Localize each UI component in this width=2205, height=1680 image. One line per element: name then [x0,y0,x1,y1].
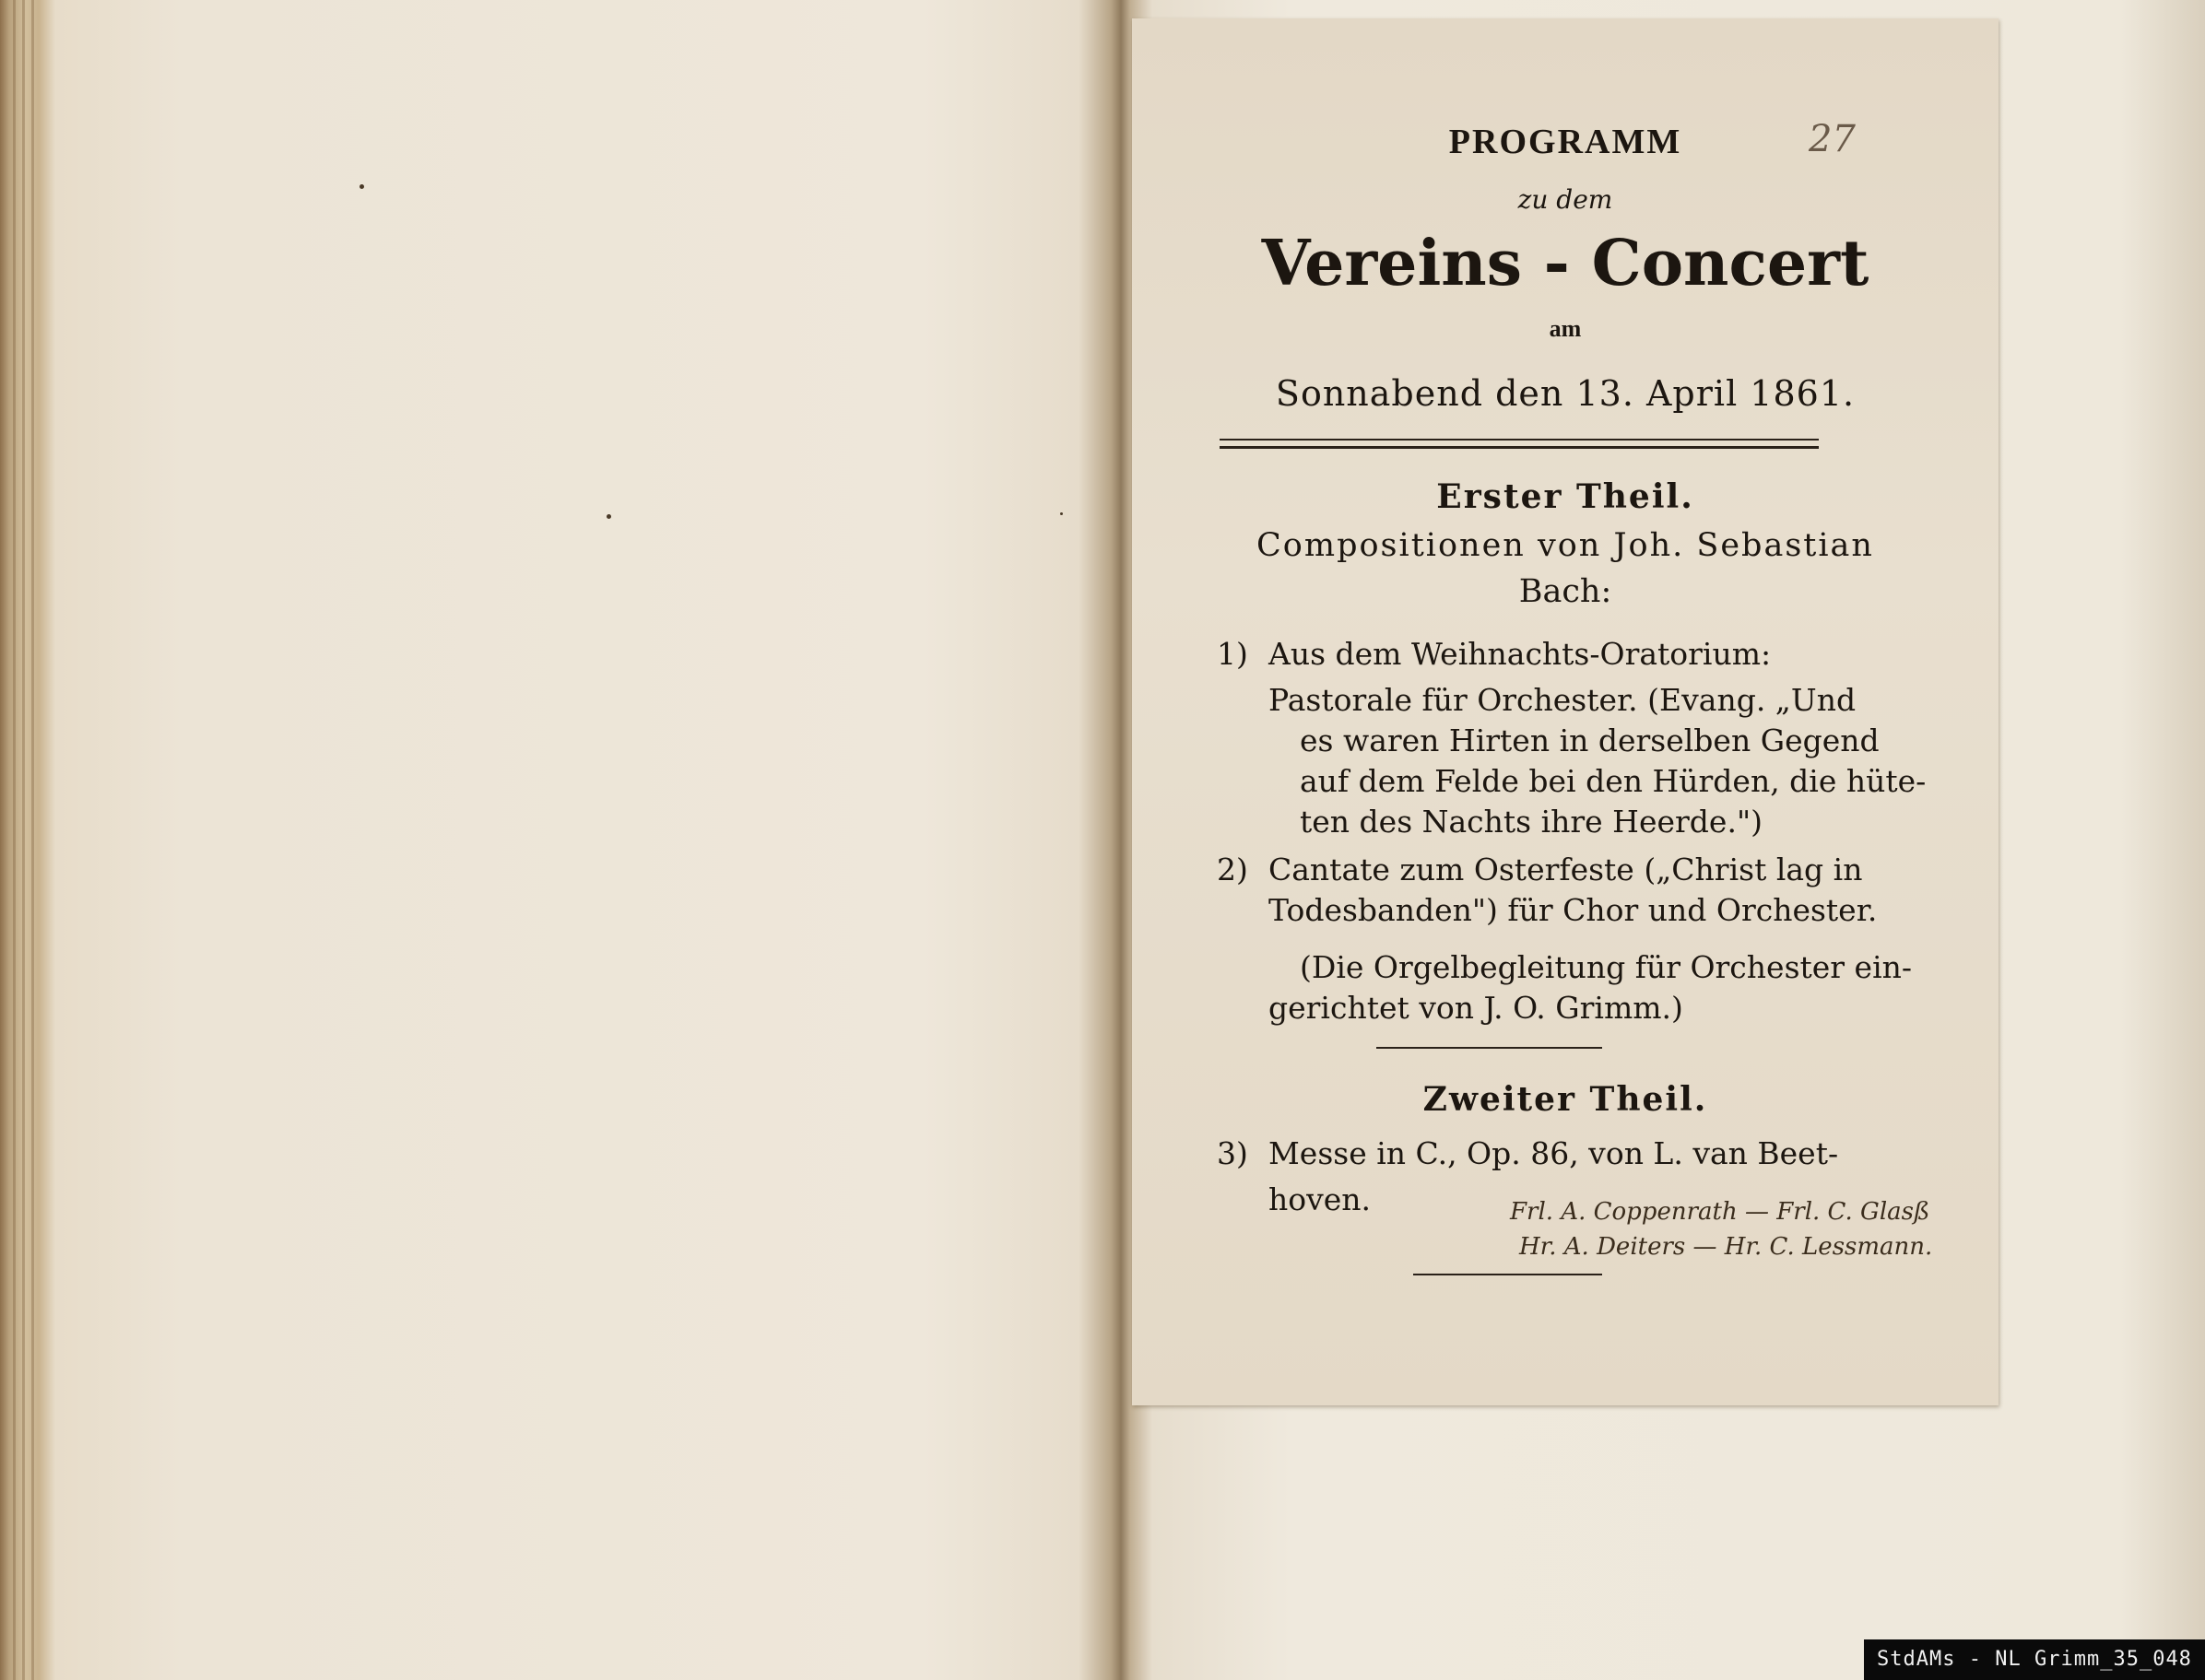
program-subheading: zu dem [1517,184,1613,215]
handwritten-performers: Hr. A. Deiters — Hr. C. Lessmann. [1519,1233,1933,1261]
program-heading: PROGRAMM [1448,123,1682,161]
item2-note: gerichtet von J. O. Grimm.) [1268,990,1683,1026]
part1-heading: Erster Theil. [1436,477,1694,516]
part-divider [1376,1047,1602,1049]
part1-intro-composer: Bach: [1518,573,1612,610]
archive-label: StdAMs - NL Grimm_35_048 [1864,1639,2205,1680]
part2-heading: Zweiter Theil. [1422,1080,1708,1119]
item3-line: Messe in C., Op. 86, von L. van Beet- [1268,1135,1839,1171]
concert-program-sheet [1132,18,1999,1405]
item1-line: es waren Hirten in derselben Gegend [1300,723,1880,758]
double-rule-top [1220,439,1819,441]
item2-note: (Die Orgelbegleitung für Orchester ein- [1300,949,1913,985]
item2-line: Todesbanden") für Chor und Orchester. [1268,892,1878,928]
page-edge-line [31,0,34,1680]
concert-date: Sonnabend den 13. April 1861. [1275,373,1856,414]
item3-line: hoven. [1268,1181,1372,1217]
item2-line: Cantate zum Osterfeste („Christ lag in [1268,852,1863,887]
paper-speck [607,514,611,519]
double-rule-bottom [1220,446,1819,449]
paper-speck [1060,512,1063,515]
item2-number: 2) [1217,852,1248,887]
item1-line: Aus dem Weihnachts-Oratorium: [1268,636,1772,672]
left-blank-page [55,0,1111,1680]
end-rule [1413,1274,1602,1275]
concert-title: Vereins - Concert [1261,227,1869,300]
page-edge-line [13,0,16,1680]
item1-line: ten des Nachts ihre Heerde.") [1300,804,1763,840]
handwritten-performers: Frl. A. Coppenrath — Frl. C. Glasß [1510,1198,1930,1226]
item1-number: 1) [1217,636,1248,672]
item3-number: 3) [1217,1135,1248,1171]
item1-line: auf dem Felde bei den Hürden, die hüte- [1300,763,1927,799]
folio-number: 27 [1809,118,1856,160]
paper-speck [360,184,364,189]
part1-intro: Compositionen von Joh. Sebastian [1256,527,1874,564]
item1-line: Pastorale für Orchester. (Evang. „Und [1268,682,1857,718]
page-edge-line [22,0,25,1680]
program-am: am [1549,315,1582,342]
